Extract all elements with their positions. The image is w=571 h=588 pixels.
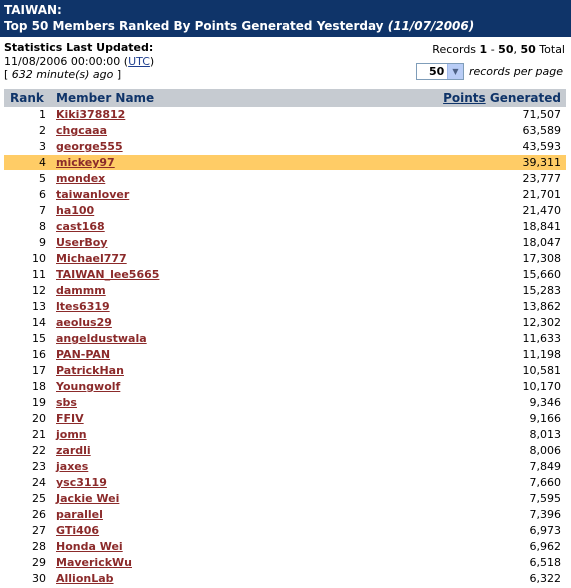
table-row	[4, 107, 566, 123]
table-row	[4, 427, 566, 443]
points-cell: 9,346	[529, 396, 561, 409]
member-name-link[interactable]: jomn	[56, 428, 87, 441]
table-row	[4, 315, 566, 331]
sort-points-link[interactable]: Points	[443, 91, 486, 105]
points-cell: 9,166	[529, 412, 561, 425]
table-row	[4, 187, 566, 203]
rank-cell: 4	[39, 156, 46, 169]
table-row	[4, 267, 566, 283]
rank-cell: 10	[32, 252, 46, 265]
points-cell: 8,013	[529, 428, 561, 441]
rank-cell: 20	[32, 412, 46, 425]
member-name-link[interactable]: cast168	[56, 220, 105, 233]
ranking-date: (11/07/2006)	[387, 19, 475, 33]
table-row	[4, 331, 566, 347]
points-cell: 10,581	[522, 364, 561, 377]
member-name-link[interactable]: AllionLab	[56, 572, 114, 585]
rank-cell: 15	[32, 332, 46, 345]
table-row	[4, 555, 566, 571]
points-cell: 17,308	[522, 252, 561, 265]
rank-cell: 17	[32, 364, 46, 377]
rank-cell: 26	[32, 508, 46, 521]
table-row	[4, 395, 566, 411]
member-name-link[interactable]: dammm	[56, 284, 106, 297]
page-header	[0, 0, 571, 37]
column-member-name: Member Name	[56, 91, 155, 105]
points-cell: 71,507	[522, 108, 561, 121]
rank-cell: 27	[32, 524, 46, 537]
table-header	[4, 89, 566, 107]
table-row	[4, 251, 566, 267]
member-name-link[interactable]: chgcaaa	[56, 124, 108, 137]
rank-cell: 25	[32, 492, 46, 505]
rank-cell: 13	[32, 300, 46, 313]
column-points: Points Generated	[443, 91, 561, 105]
chevron-down-icon[interactable]: ▼	[447, 64, 463, 79]
table-row	[4, 123, 566, 139]
rank-cell: 19	[32, 396, 46, 409]
points-cell: 18,047	[522, 236, 561, 249]
table-row	[4, 155, 566, 171]
member-name-link[interactable]: MaverickWu	[56, 556, 132, 569]
per-page-control	[416, 62, 563, 80]
table-row	[4, 203, 566, 219]
points-cell: 13,862	[522, 300, 561, 313]
member-name-link[interactable]: Kiki378812	[56, 108, 126, 121]
rank-cell: 2	[39, 124, 46, 137]
utc-link[interactable]: UTC	[128, 54, 150, 68]
rank-cell: 28	[32, 540, 46, 553]
page-title: Top 50 Members Ranked By Points Generated Yesterday (11/07/2006)	[4, 19, 475, 33]
rank-cell: 21	[32, 428, 46, 441]
member-name-link[interactable]: ha100	[56, 204, 95, 217]
points-cell: 6,518	[529, 556, 561, 569]
points-cell: 7,595	[529, 492, 561, 505]
points-cell: 18,841	[522, 220, 561, 233]
points-cell: 63,589	[522, 124, 561, 137]
member-name-link[interactable]: sbs	[56, 396, 77, 409]
member-name-link[interactable]: ltes6319	[56, 300, 110, 313]
region-title: TAIWAN:	[4, 3, 62, 17]
table-row	[4, 491, 566, 507]
rank-cell: 5	[39, 172, 46, 185]
table-row	[4, 283, 566, 299]
member-name-link[interactable]: FFIV	[56, 412, 84, 425]
points-cell: 11,633	[522, 332, 561, 345]
points-cell: 23,777	[522, 172, 561, 185]
member-name-link[interactable]: PatrickHan	[56, 364, 124, 377]
rank-cell: 8	[39, 220, 46, 233]
table-row	[4, 459, 566, 475]
stats-block	[4, 41, 154, 82]
member-name-link[interactable]: Honda Wei	[56, 540, 123, 553]
rank-cell: 30	[32, 572, 46, 585]
rank-cell: 6	[39, 188, 46, 201]
table-row	[4, 571, 566, 587]
member-name-link[interactable]: angeldustwala	[56, 332, 147, 345]
records-per-page-select[interactable]: 50 ▼	[416, 63, 464, 80]
records-per-page-label: records per page	[468, 64, 563, 78]
points-cell: 11,198	[522, 348, 561, 361]
member-name-link[interactable]: mondex	[56, 172, 106, 185]
rank-cell: 18	[32, 380, 46, 393]
member-name-link[interactable]: mickey97	[56, 156, 115, 169]
table-row	[4, 219, 566, 235]
member-name-link[interactable]: PAN-PAN	[56, 348, 111, 361]
table-row	[4, 443, 566, 459]
table-body	[4, 107, 566, 587]
table-row	[4, 379, 566, 395]
rank-cell: 16	[32, 348, 46, 361]
points-cell: 6,973	[529, 524, 561, 537]
points-cell: 21,701	[522, 188, 561, 201]
rank-cell: 24	[32, 476, 46, 489]
member-name-link[interactable]: Jackie Wei	[56, 492, 120, 505]
points-cell: 21,470	[522, 204, 561, 217]
member-name-link[interactable]: george555	[56, 140, 123, 153]
member-name-link[interactable]: UserBoy	[56, 236, 108, 249]
points-cell: 7,849	[529, 460, 561, 473]
rank-cell: 22	[32, 444, 46, 457]
stats-updated: 11/08/2006 00:00:00 (UTC)	[4, 54, 155, 68]
rank-cell: 3	[39, 140, 46, 153]
rank-cell: 11	[32, 268, 46, 281]
records-summary: Records 1 - 50, 50 Total	[432, 43, 565, 56]
member-name-link[interactable]: aeolus29	[56, 316, 112, 329]
table-row	[4, 171, 566, 187]
table-row	[4, 539, 566, 555]
points-cell: 39,311	[522, 156, 561, 169]
points-cell: 7,396	[529, 508, 561, 521]
column-rank: Rank	[10, 91, 44, 105]
table-row	[4, 347, 566, 363]
points-cell: 15,660	[522, 268, 561, 281]
table-row	[4, 299, 566, 315]
table-row	[4, 507, 566, 523]
rank-cell: 23	[32, 460, 46, 473]
member-name-link[interactable]: parallel	[56, 508, 103, 521]
points-cell: 12,302	[522, 316, 561, 329]
points-cell: 6,322	[529, 572, 561, 585]
points-cell: 43,593	[522, 140, 561, 153]
table-row	[4, 363, 566, 379]
table-row	[4, 411, 566, 427]
points-cell: 10,170	[522, 380, 561, 393]
rank-cell: 7	[39, 204, 46, 217]
member-name-link[interactable]: taiwanlover	[56, 188, 130, 201]
member-name-link[interactable]: GTi406	[56, 524, 100, 537]
stats-age: [ 632 minute(s) ago ]	[4, 68, 122, 81]
member-name-link[interactable]: zardli	[56, 444, 91, 457]
points-cell: 6,962	[529, 540, 561, 553]
points-cell: 7,660	[529, 476, 561, 489]
stats-label: Statistics Last Updated:	[4, 41, 154, 54]
table-row	[4, 139, 566, 155]
member-name-link[interactable]: ysc3119	[56, 476, 107, 489]
member-name-link[interactable]: jaxes	[56, 460, 89, 473]
rank-cell: 1	[39, 108, 46, 121]
points-cell: 15,283	[522, 284, 561, 297]
table-row	[4, 235, 566, 251]
rank-cell: 9	[39, 236, 46, 249]
table-row	[4, 523, 566, 539]
table-row	[4, 475, 566, 491]
rank-cell: 14	[32, 316, 46, 329]
points-cell: 8,006	[529, 444, 561, 457]
member-name-link[interactable]: Michael777	[56, 252, 127, 265]
rank-cell: 29	[32, 556, 46, 569]
ranking-table	[4, 89, 566, 587]
rank-cell: 12	[32, 284, 46, 297]
member-name-link[interactable]: TAIWAN_lee5665	[56, 268, 160, 281]
member-name-link[interactable]: Youngwolf	[56, 380, 121, 393]
